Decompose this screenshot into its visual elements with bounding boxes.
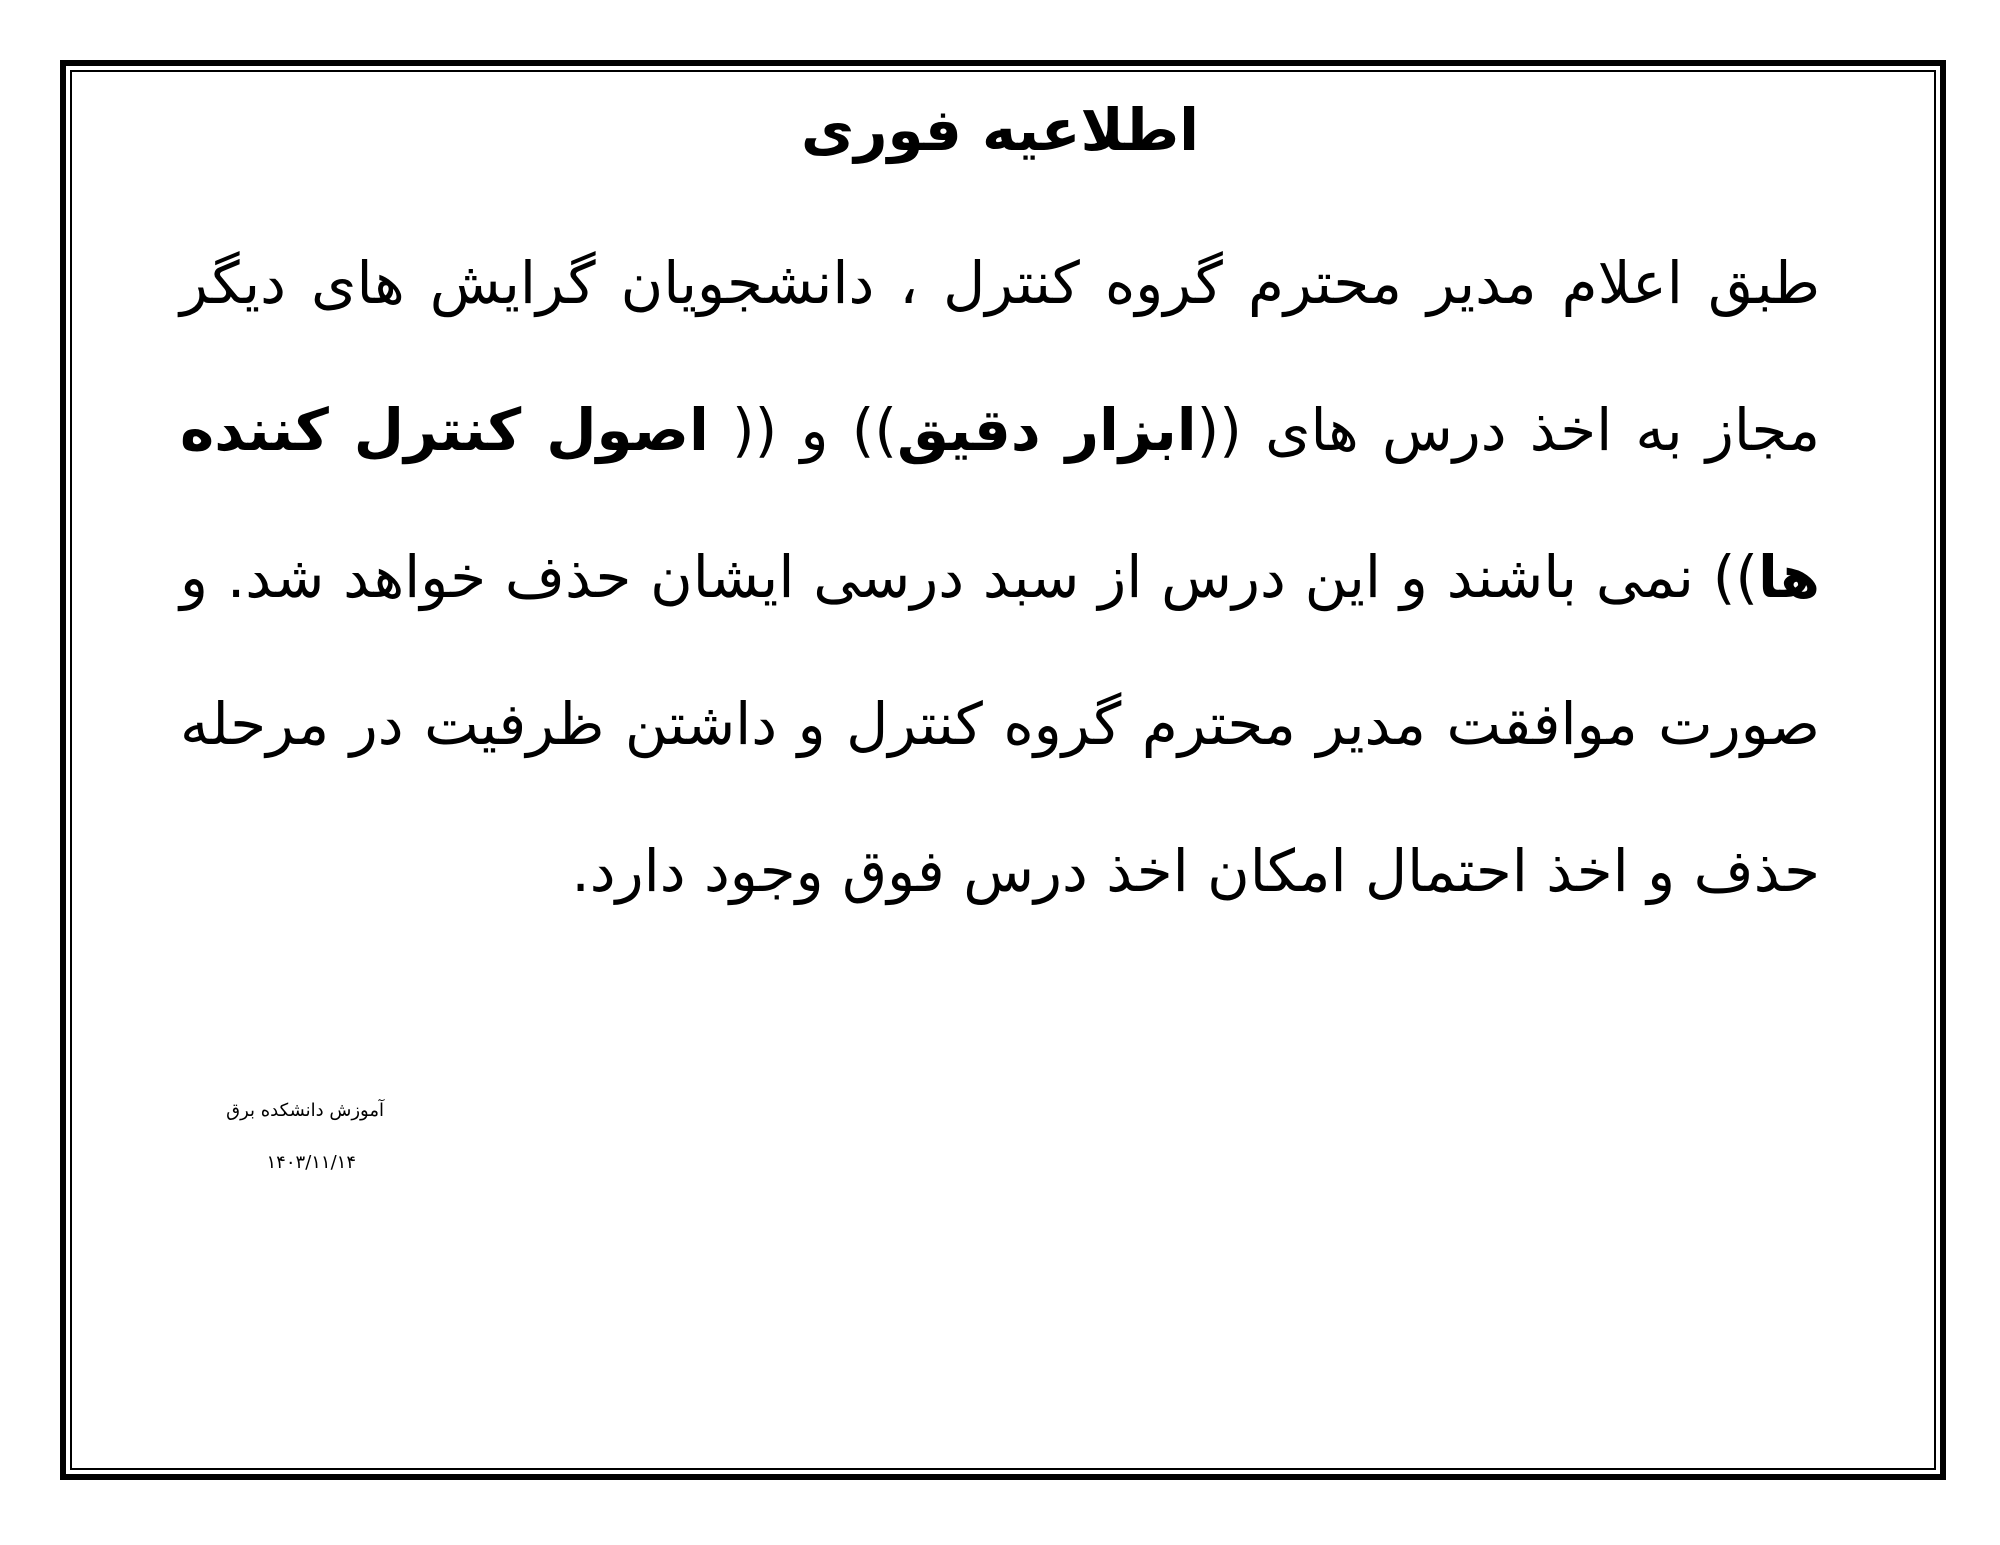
course-name-instrumentation: ابزار دقیق: [896, 396, 1197, 464]
body-segment-1: طبق اعلام مدیر محترم گروه کنترل ، دانشجویان گرایش های دیگر مجاز به اخذ درس های ((: [180, 249, 1821, 464]
issue-date: ۱۴۰۳/۱۱/۱۴: [266, 1152, 356, 1173]
signature-block: [184, 1098, 384, 1176]
body-segment-3: )) نمی باشند و این درس از سبد درسی ایشان حذف خواهد شد. و صورت موافقت مدیر محترم گروه کنترل و داشتن ظرفیت در مرحله حذف و اخذ احتمال امکان اخذ درس فوق وجود دارد.: [180, 543, 1820, 905]
course-name-controller-principles: اصول کنترل کننده ها: [180, 396, 1820, 611]
notice-body: [180, 210, 1820, 945]
issuing-office: آموزش دانشکده برق: [226, 1100, 384, 1121]
body-segment-2: )) و ((: [708, 396, 897, 464]
notice-content: [180, 80, 1820, 945]
notice-title: اطلاعیه فوری: [800, 96, 1200, 164]
